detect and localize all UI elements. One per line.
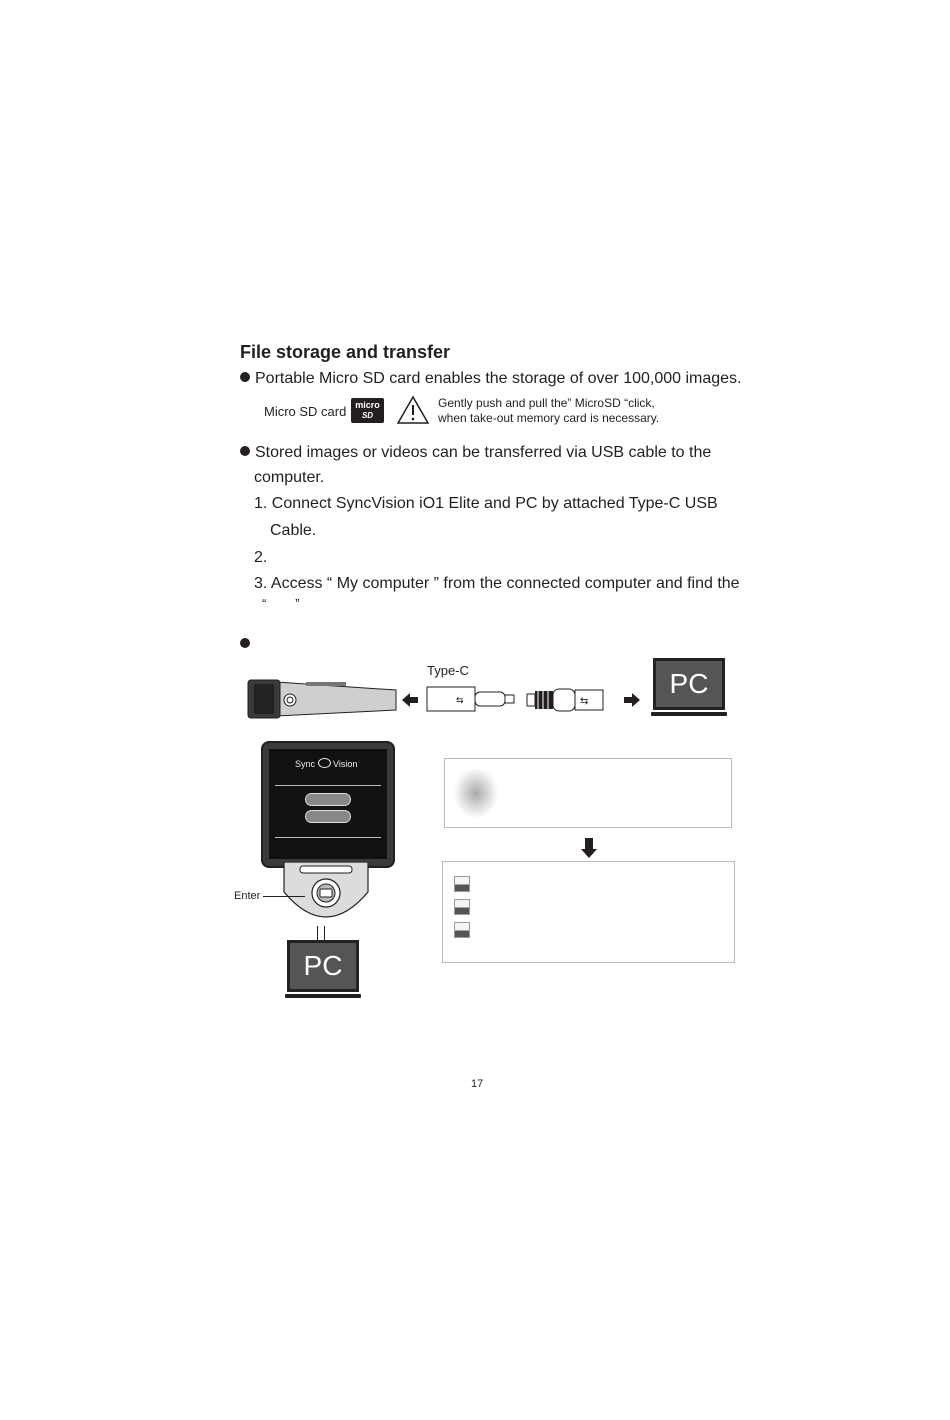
arrow-right-icon bbox=[622, 690, 642, 710]
bullet-dot bbox=[240, 372, 250, 382]
enter-pointer-line bbox=[263, 896, 305, 897]
microsd-logo-top: micro bbox=[355, 400, 380, 410]
typec-connector-icon bbox=[426, 686, 516, 712]
typec-label: Type-C bbox=[427, 663, 469, 678]
device-screen bbox=[269, 749, 387, 859]
device-brand-right: Vision bbox=[333, 759, 358, 769]
screen-menu-option-2 bbox=[305, 810, 351, 823]
microsd-logo-bottom: SD bbox=[361, 411, 374, 420]
pc-base bbox=[651, 712, 727, 716]
bullet-dot bbox=[240, 638, 250, 648]
step-3-cont: “ ” bbox=[262, 596, 300, 611]
warning-text bbox=[438, 396, 659, 426]
microsd-logo-icon bbox=[351, 398, 384, 423]
bullet-storage bbox=[240, 370, 742, 388]
arrow-down-icon bbox=[579, 837, 599, 859]
warning-line-2: when take-out memory card is necessary. bbox=[438, 411, 660, 425]
drive-window bbox=[444, 758, 732, 828]
enter-label: Enter bbox=[234, 890, 261, 902]
screen-menu-option-1 bbox=[305, 793, 351, 806]
step-1: 1. Connect SyncVision iO1 Elite and PC by attached Type-C USB bbox=[254, 495, 718, 512]
device-handle-illustration bbox=[280, 862, 372, 928]
device-front-illustration bbox=[261, 741, 395, 868]
pc-laptop-bottom bbox=[285, 940, 361, 998]
bullet-empty bbox=[240, 636, 255, 654]
pc-screen: PC bbox=[653, 658, 725, 710]
step-1-cont: Cable. bbox=[270, 522, 317, 539]
files-window bbox=[442, 861, 735, 963]
pc-base bbox=[285, 994, 361, 998]
svg-text:⇆: ⇆ bbox=[456, 696, 464, 706]
bullet-transfer-text: Stored images or videos can be transferred via USB cable to the bbox=[255, 444, 712, 461]
usb-a-connector-icon bbox=[526, 688, 606, 712]
section-title: File storage and transfer bbox=[240, 342, 451, 362]
device-brand bbox=[295, 758, 357, 769]
drive-icon[interactable] bbox=[455, 769, 497, 817]
file-icon[interactable] bbox=[454, 876, 470, 892]
bullet-dot bbox=[240, 446, 250, 456]
page-number: 17 bbox=[471, 1078, 484, 1090]
arrow-left-icon bbox=[400, 690, 420, 710]
file-icon[interactable] bbox=[454, 899, 470, 915]
pc-screen: PC bbox=[287, 940, 359, 992]
device-brand-left: Sync bbox=[295, 759, 316, 769]
screen-divider-bottom bbox=[275, 837, 381, 838]
step-3: 3. Access “ My computer ” from the connected computer and find the bbox=[254, 575, 740, 592]
file-icon[interactable] bbox=[454, 922, 470, 938]
microsd-label: Micro SD card bbox=[264, 404, 347, 419]
step-2: 2. bbox=[254, 549, 268, 566]
warning-line-1: Gently push and pull the” MicroSD “click, bbox=[438, 396, 655, 410]
bullet-transfer bbox=[240, 444, 711, 462]
device-logo-icon bbox=[318, 758, 331, 768]
warning-icon bbox=[396, 395, 430, 425]
svg-text:⇆: ⇆ bbox=[580, 696, 589, 707]
bullet-transfer-cont: computer. bbox=[254, 469, 325, 486]
screen-divider-top bbox=[275, 785, 381, 786]
bullet-storage-text: Portable Micro SD card enables the storage of over 100,000 images. bbox=[255, 370, 742, 387]
device-side-illustration bbox=[246, 676, 406, 722]
pc-laptop-top bbox=[651, 658, 727, 716]
